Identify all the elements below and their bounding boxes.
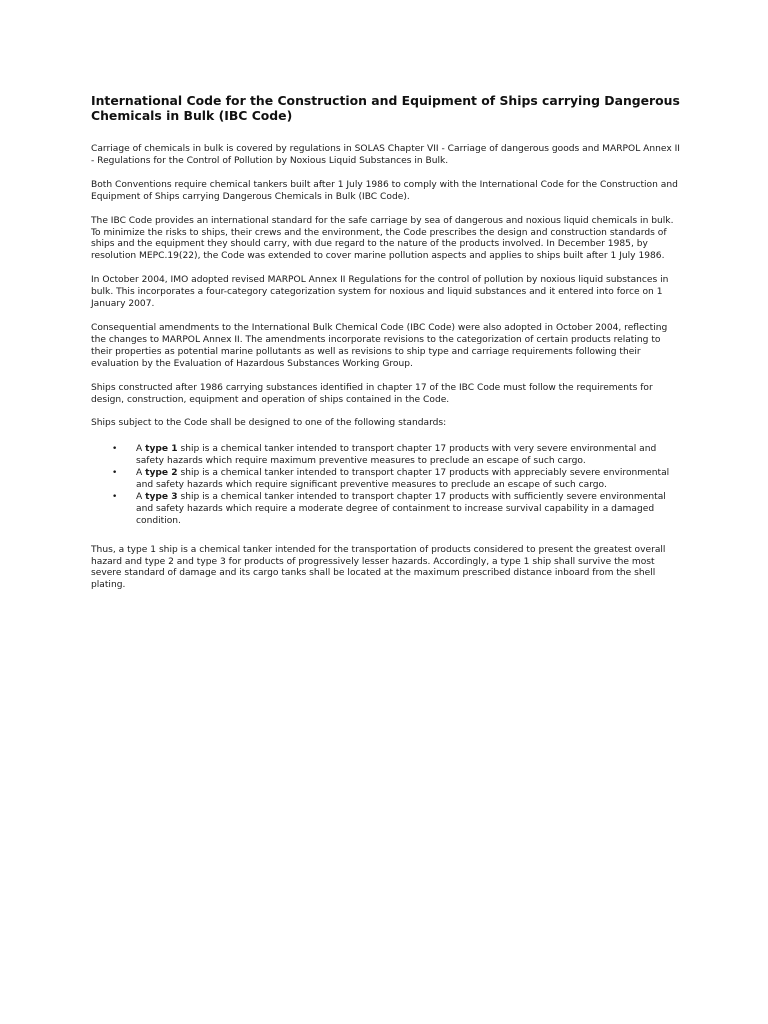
paragraph-closing: Thus, a type 1 ship is a chemical tanker intended for the transportation of products considered to present the greatest overall hazard and type 2 and type 3 for products of progressively lesser hazards. Accordingly, a type 1 ship shall survive the most severe standard of damage and its cargo tanks shall be located at the maximum prescribed distance inboard from the shell plating. (91, 544, 666, 591)
list-item-prefix: A (136, 491, 146, 502)
list-item-type-3 (112, 492, 681, 528)
paragraph-ibc-standard: The IBC Code provides an international standard for the safe carriage by sea of dangerous and noxious liquid chemicals in bulk. To minimize the risks to ships, their crews and the environment, the Code prescribes the design and construction standards of ships and the equipment they should carry, with due regard to the nature of the products involved. In December 1985, by resolution MEPC.19(22), the Code was extended to cover marine pollution aspects and applies to ships built after 1 July 1986. (91, 215, 674, 262)
paragraph-conventions: Both Conventions require chemical tankers built after 1 July 1986 to comply with the International Code for the Construction and Equipment of Ships carrying Dangerous Chemicals in Bulk (IBC Code). (91, 179, 678, 202)
list-item-bold-term: type 2 (145, 468, 178, 479)
paragraph-standards-intro: Ships subject to the Code shall be designed to one of the following standards: (91, 418, 447, 429)
list-item-bold-term: type 1 (145, 444, 178, 455)
list-item-prefix: A (136, 444, 146, 455)
document-page (91, 93, 681, 604)
list-item-bold-term: type 3 (145, 491, 178, 502)
bullet-icon: • (112, 491, 118, 502)
list-item-text: ship is a chemical tanker intended to transport chapter 17 products with appreciably severe environmental and safety hazards which require significant preventive measures to preclude an escape of such cargo. (136, 468, 670, 491)
ship-type-list (91, 444, 681, 527)
list-item-prefix: A (136, 468, 146, 479)
list-item-type-1 (112, 444, 681, 468)
paragraph-carriage: Carriage of chemicals in bulk is covered by regulations in SOLAS Chapter VII - Carriage of dangerous goods and MARPOL Annex II - Regulations for the Control of Pollution by Noxious Liquid Substances in Bulk. (91, 144, 680, 166)
paragraph-marpol-revision: In October 2004, IMO adopted revised MARPOL Annex II Regulations for the control of pollution by noxious liquid substances in bulk. This incorporates a four-category categorization system for noxious and liquid substances and it entered into force on 1 January 2007. (91, 275, 669, 310)
list-item-text: ship is a chemical tanker intended to transport chapter 17 products with very severe environmental and safety hazards which require maximum preventive measures to preclude an escape of such cargo. (136, 444, 657, 467)
bullet-icon: • (112, 468, 118, 479)
list-item-type-2 (112, 468, 681, 492)
document-title: International Code for the Construction and Equipment of Ships carrying Dangerous Chemicals in Bulk (IBC Code) (91, 93, 680, 123)
list-item-text: ship is a chemical tanker intended to transport chapter 17 products with sufficiently severe environmental and safety hazards which require a moderate degree of containment to increase survival capability in a damaged condition. (136, 491, 666, 526)
paragraph-ships-constructed: Ships constructed after 1986 carrying substances identified in chapter 17 of the IBC Code must follow the requirements for design, construction, equipment and operation of ships contained in the Code. (91, 382, 653, 405)
bullet-icon: • (112, 444, 118, 455)
paragraph-amendments: Consequential amendments to the International Bulk Chemical Code (IBC Code) were also adopted in October 2004, reflecting the changes to MARPOL Annex II. The amendments incorporate revisions to the categorization of certain products relating to their properties as potential marine pollutants as well as revisions to ship type and carriage requirements following their evaluation by the Evaluation of Hazardous Substances Working Group. (91, 322, 668, 369)
